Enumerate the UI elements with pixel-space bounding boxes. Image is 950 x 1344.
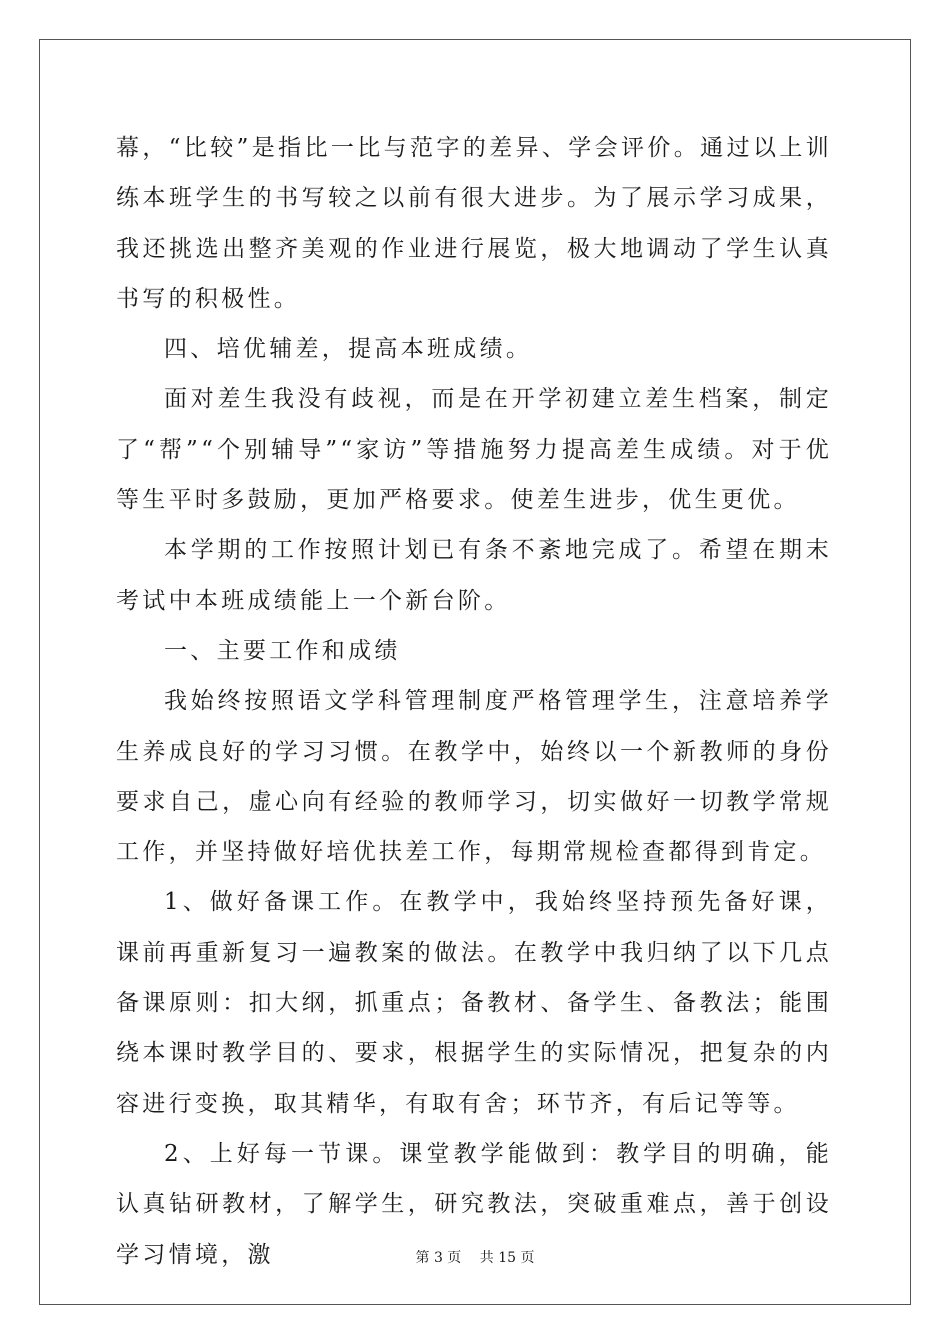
paragraph-3: 本学期的工作按照计划已有条不紊地完成了。希望在期末考试中本班成绩能上一个新台阶。 xyxy=(116,537,832,614)
paragraph-1: 幕，“比较”是指比一比与范字的差异、学会评价。通过以上训练本班学生的书写较之以前有很大进步。为了展示学习成果，我还挑选出整齐美观的作业进行展览，极大地调动了学生认真书写的积极性。 xyxy=(116,135,832,312)
section-heading-4: 四、培优辅差，提高本班成绩。 xyxy=(164,336,533,363)
document-body xyxy=(116,123,832,1280)
paragraph-2: 面对差生我没有歧视，而是在开学初建立差生档案，制定了“帮”“个别辅导”“家访”等措施努力提高差生成绩。对于优等生平时多鼓励，更加严格要求。使差生进步，优生更优。 xyxy=(116,386,832,514)
section-heading-1: 一、主要工作和成绩 xyxy=(164,637,401,664)
paragraph-5: 1、做好备课工作。在教学中，我始终坚持预先备好课，课前再重新复习一遍教案的做法。在教学中我归纳了以下几点备课原则：扣大纲，抓重点；备教材、备学生、备教法；能围绕本课时教学目的、要求，根据学生的实际情况，把复杂的内容进行变换，取其精华，有取有舍；环节齐，有后记等等。 xyxy=(116,889,832,1117)
page-footer: 第 3 页 共 15 页 xyxy=(415,1250,535,1266)
paragraph-4: 我始终按照语文学科管理制度严格管理学生，注意培养学生养成良好的学习习惯。在教学中，始终以一个新教师的身份要求自己，虚心向有经验的教师学习，切实做好一切教学常规工作，并坚持做好培优扶差工作，每期常规检查都得到肯定。 xyxy=(116,688,832,866)
paragraph-6: 2、上好每一节课。课堂教学能做到：教学目的明确，能认真钻研教材，了解学生，研究教法，突破重难点，善于创设学习情境，激 xyxy=(116,1140,832,1268)
